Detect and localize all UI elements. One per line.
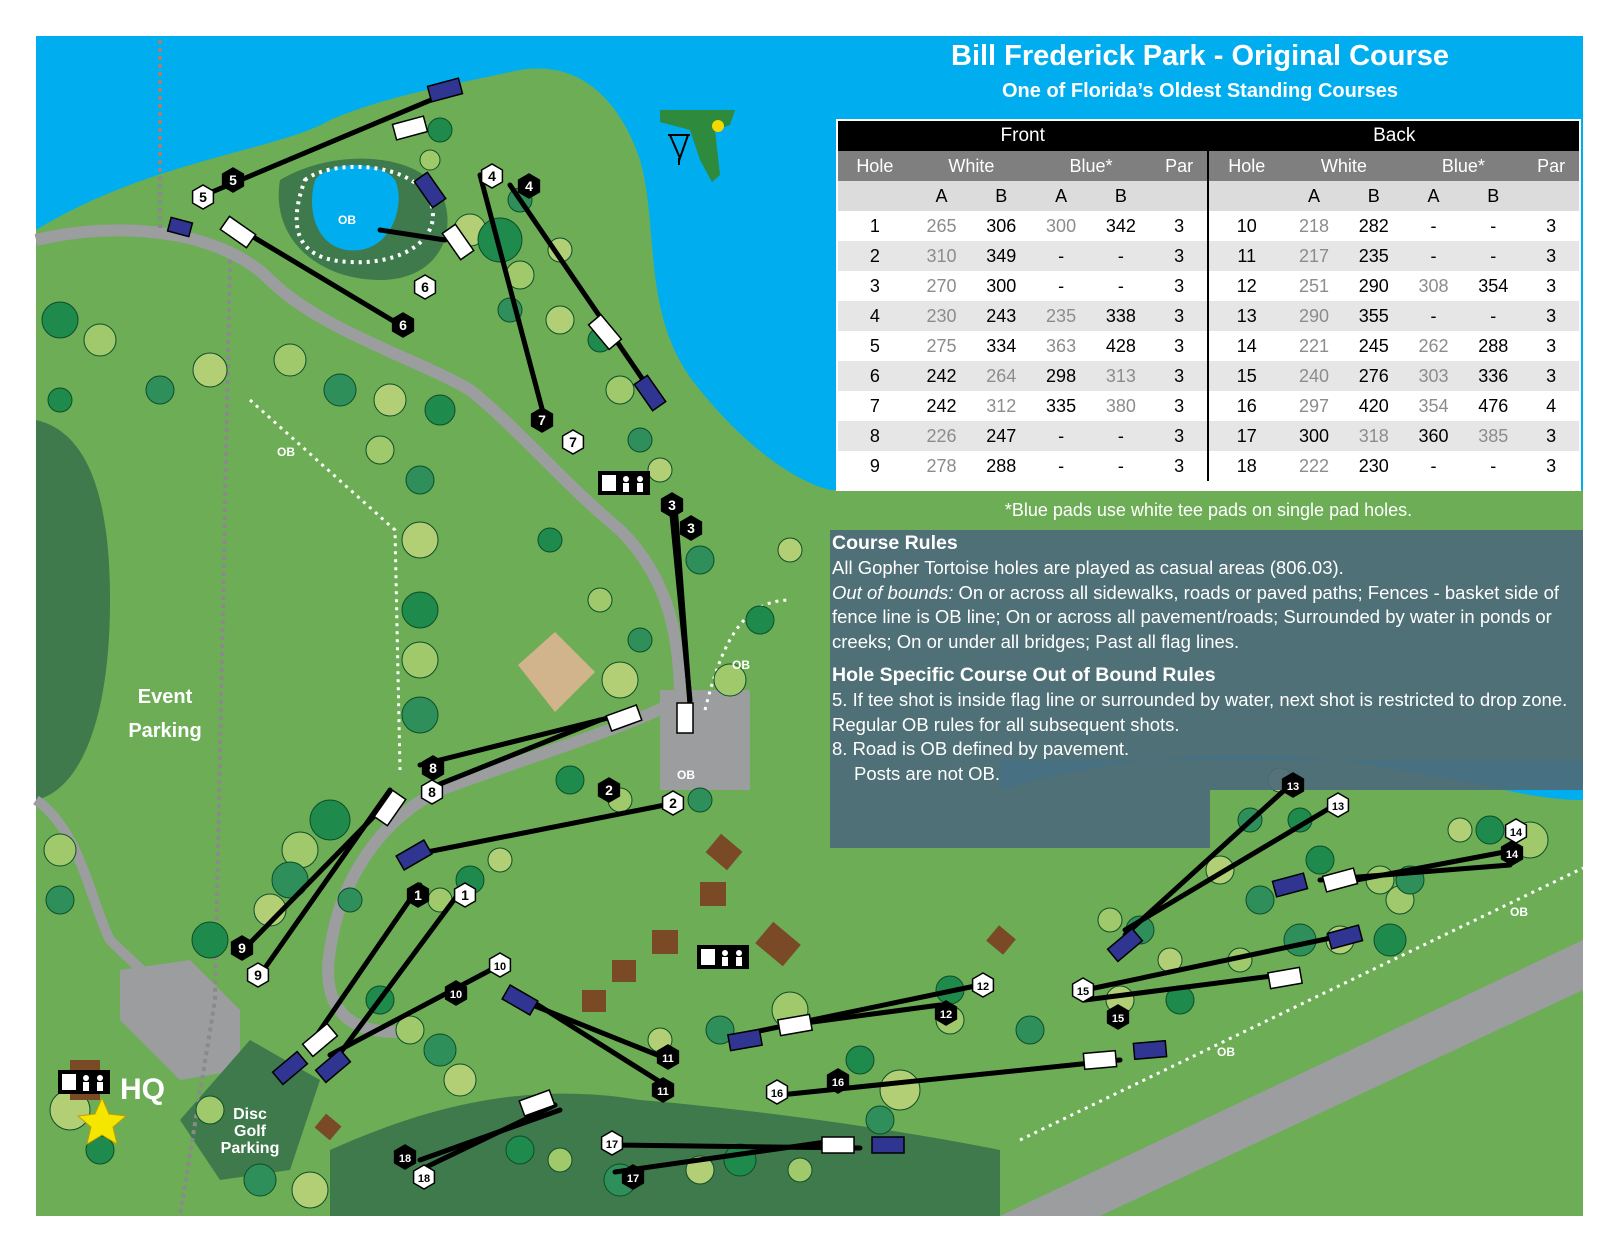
rules-heading: Course Rules	[832, 532, 958, 554]
ob-label: OB	[338, 213, 356, 227]
event-parking-label-2: Parking	[128, 720, 202, 742]
hole-number-cell: 13	[1208, 301, 1284, 331]
par-cell: 3	[1151, 421, 1209, 451]
hole-number: 4	[488, 168, 496, 184]
tree	[628, 628, 652, 652]
distance-cell: 354	[1463, 271, 1523, 301]
tree	[324, 374, 356, 406]
distance-cell: 428	[1091, 331, 1151, 361]
distance-cell: 380	[1091, 391, 1151, 421]
page-subtitle: One of Florida’s Oldest Standing Courses	[1002, 80, 1398, 102]
tree	[588, 588, 612, 612]
rule-hole-5: 5. If tee shot is inside flag line or surrounded by water, next shot is restricted to drop zone. Regular OB rules for all subsequent shots.	[832, 689, 1568, 735]
women-icon	[97, 1082, 103, 1091]
tree	[1306, 846, 1334, 874]
distance-cell: 318	[1344, 421, 1404, 451]
col-a: A	[1031, 181, 1091, 211]
distance-cell: 338	[1091, 301, 1151, 331]
hole-number-cell: 18	[1208, 451, 1284, 481]
men-icon	[722, 957, 728, 966]
col-b: B	[1344, 181, 1404, 211]
tree	[546, 306, 574, 334]
hole-number: 15	[1111, 1013, 1125, 1025]
tree	[428, 118, 452, 142]
hole-number-cell: 16	[1208, 391, 1284, 421]
women-icon	[97, 1075, 103, 1081]
col-white: White	[1284, 151, 1404, 181]
hole-number: 2	[669, 795, 677, 811]
distance-cell: 297	[1284, 391, 1344, 421]
hole-number: 17	[626, 1173, 640, 1185]
distance-cell: 290	[1344, 271, 1404, 301]
women-icon	[736, 957, 742, 966]
tree	[1366, 866, 1394, 894]
tree	[338, 888, 362, 912]
distance-cell: 300	[1031, 211, 1091, 241]
men-icon	[83, 1082, 89, 1091]
hole-number: 10	[449, 989, 463, 1001]
hole-number-cell: 6	[838, 361, 912, 391]
tree	[146, 376, 174, 404]
tree	[488, 848, 512, 872]
distance-cell: 310	[912, 241, 972, 271]
tree	[424, 1034, 456, 1066]
tree	[778, 538, 802, 562]
tee-pad	[822, 1137, 854, 1153]
tree	[648, 458, 672, 482]
hole-number: 15	[1076, 986, 1090, 998]
distance-cell: 385	[1463, 421, 1523, 451]
water-fountain-icon	[602, 475, 616, 491]
par-cell: 3	[1523, 241, 1579, 271]
distance-cell: 276	[1344, 361, 1404, 391]
par-cell: 3	[1523, 211, 1579, 241]
page-title: Bill Frederick Park - Original Course	[951, 40, 1449, 72]
distance-cell: 334	[971, 331, 1031, 361]
hole-number: 9	[254, 967, 262, 983]
col-white: White	[912, 151, 1032, 181]
hole-number: 17	[605, 1139, 619, 1151]
distance-cell: 312	[971, 391, 1031, 421]
rule-hole-8: 8. Road is OB defined by pavement.	[832, 738, 1130, 759]
distance-cell: 355	[1344, 301, 1404, 331]
tree	[788, 1158, 812, 1182]
hole-number: 2	[605, 782, 613, 798]
distance-cell: 222	[1284, 451, 1344, 481]
distance-cell: -	[1031, 271, 1091, 301]
tree	[686, 546, 714, 574]
hole-number: 5	[229, 172, 237, 188]
distance-cell: 420	[1344, 391, 1404, 421]
water-fountain-icon	[62, 1074, 76, 1090]
parking-lot	[660, 690, 750, 790]
hole-number-cell: 15	[1208, 361, 1284, 391]
hole-number: 1	[414, 887, 422, 903]
tee-pad	[1083, 1051, 1116, 1070]
disc-golf-parking-label-2: Golf	[234, 1123, 266, 1140]
tree	[193, 353, 227, 387]
par-cell: 3	[1151, 331, 1209, 361]
distance-cell: 226	[912, 421, 972, 451]
hole-number: 13	[1331, 801, 1345, 813]
distance-cell: 300	[1284, 421, 1344, 451]
scorecard-row	[838, 421, 1579, 451]
distance-cell: 335	[1031, 391, 1091, 421]
hole-number: 7	[569, 434, 577, 450]
col-blue: Blue*	[1031, 151, 1151, 181]
distance-cell: 342	[1091, 211, 1151, 241]
men-icon	[623, 476, 629, 482]
distance-cell: -	[1031, 451, 1091, 481]
hole-number: 12	[939, 1009, 953, 1021]
col-b: B	[1091, 181, 1151, 211]
distance-cell: 243	[971, 301, 1031, 331]
distance-cell: -	[1463, 241, 1523, 271]
specific-rules-heading: Hole Specific Course Out of Bound Rules	[832, 664, 1216, 686]
hole-number-cell: 17	[1208, 421, 1284, 451]
event-parking-label-1: Event	[137, 686, 193, 708]
hole-number-cell: 4	[838, 301, 912, 331]
distance-cell: -	[1031, 241, 1091, 271]
distance-cell: -	[1091, 421, 1151, 451]
hole-number: 7	[538, 412, 546, 428]
tree	[374, 384, 406, 416]
distance-cell: 349	[971, 241, 1031, 271]
hole-number: 8	[429, 760, 437, 776]
distance-cell: 360	[1404, 421, 1464, 451]
hole-number: 6	[421, 279, 429, 295]
hole-number: 18	[417, 1173, 431, 1185]
distance-cell: -	[1091, 271, 1151, 301]
tree	[548, 1148, 572, 1172]
distance-cell: 306	[971, 211, 1031, 241]
tree	[42, 302, 78, 338]
hole-number: 3	[668, 497, 676, 513]
distance-cell: 313	[1091, 361, 1151, 391]
distance-cell: -	[1404, 241, 1464, 271]
tree	[880, 1070, 920, 1110]
par-cell: 3	[1151, 361, 1209, 391]
tree	[310, 800, 350, 840]
tree	[866, 1106, 894, 1134]
hole-number: 11	[662, 1053, 674, 1065]
distance-cell: -	[1463, 211, 1523, 241]
tree	[48, 388, 72, 412]
col-par: Par	[1151, 151, 1209, 181]
course-rules	[832, 530, 1592, 848]
scorecard-row	[838, 451, 1579, 481]
women-icon	[637, 483, 643, 492]
par-cell: 3	[1523, 271, 1579, 301]
tee-pad	[1133, 1041, 1166, 1060]
hole-number-cell: 2	[838, 241, 912, 271]
distance-cell: 336	[1463, 361, 1523, 391]
distance-cell: -	[1031, 421, 1091, 451]
hole-number: 3	[687, 520, 695, 536]
hole-number-cell: 11	[1208, 241, 1284, 271]
women-icon	[736, 950, 742, 956]
distance-cell: 363	[1031, 331, 1091, 361]
col-b: B	[1463, 181, 1523, 211]
scorecard-row	[838, 271, 1579, 301]
distance-cell: 218	[1284, 211, 1344, 241]
tree	[274, 344, 306, 376]
tree	[1246, 886, 1274, 914]
tree	[402, 642, 438, 678]
tree	[1016, 1016, 1044, 1044]
distance-cell: 278	[912, 451, 972, 481]
tree	[406, 466, 434, 494]
par-cell: 3	[1151, 211, 1209, 241]
tree	[538, 528, 562, 552]
scorecard-row	[838, 301, 1579, 331]
hole-number-cell: 8	[838, 421, 912, 451]
distance-cell: -	[1463, 301, 1523, 331]
ob-label: OB	[677, 768, 695, 782]
tree	[192, 922, 228, 958]
distance-cell: -	[1091, 451, 1151, 481]
scorecard-row	[838, 361, 1579, 391]
hole-number: 14	[1505, 849, 1519, 861]
distance-cell: 288	[971, 451, 1031, 481]
hole-number-cell: 10	[1208, 211, 1284, 241]
men-icon	[722, 950, 728, 956]
distance-cell: 476	[1463, 391, 1523, 421]
hq-label: HQ	[120, 1073, 165, 1106]
distance-cell: 262	[1404, 331, 1464, 361]
hole-number: 12	[976, 981, 990, 993]
tree	[688, 788, 712, 812]
distance-cell: 265	[912, 211, 972, 241]
tree	[606, 376, 634, 404]
tree	[402, 592, 438, 628]
tee-pad	[677, 703, 693, 733]
oob-text: On or across all sidewalks, roads or paved paths; Fences - basket side of fence line is OB line; On or across all pavement/roads; Surrounded by water in ponds or creeks; On or under all bridges; Past all flag lines.	[832, 581, 1560, 652]
ob-label: OB	[277, 445, 295, 459]
distance-cell: 354	[1404, 391, 1464, 421]
tree	[244, 1164, 276, 1196]
par-cell: 3	[1523, 301, 1579, 331]
hole-number-cell: 12	[1208, 271, 1284, 301]
par-cell: 3	[1523, 361, 1579, 391]
distance-cell: -	[1463, 451, 1523, 481]
distance-cell: 221	[1284, 331, 1344, 361]
tree	[44, 834, 76, 866]
distance-cell: 235	[1031, 301, 1091, 331]
rules-oob	[832, 581, 1592, 655]
par-cell: 3	[1151, 241, 1209, 271]
col-b: B	[971, 181, 1031, 211]
distance-cell: 242	[912, 391, 972, 421]
hole-number-cell: 3	[838, 271, 912, 301]
women-icon	[637, 476, 643, 482]
tree	[1374, 924, 1406, 956]
distance-cell: 282	[1344, 211, 1404, 241]
hole-number: 5	[199, 189, 207, 205]
distance-cell: 230	[912, 301, 972, 331]
distance-cell: 300	[971, 271, 1031, 301]
col-a: A	[1404, 181, 1464, 211]
distance-cell: -	[1404, 211, 1464, 241]
scorecard-row	[838, 211, 1579, 241]
tree	[402, 522, 438, 558]
hole-number: 6	[399, 317, 407, 333]
hole-number-cell: 5	[838, 331, 912, 361]
distance-cell: -	[1091, 241, 1151, 271]
par-cell: 3	[1523, 331, 1579, 361]
par-cell: 3	[1151, 451, 1209, 481]
distance-cell: 235	[1344, 241, 1404, 271]
men-icon	[83, 1075, 89, 1081]
scorecard-table	[838, 121, 1579, 481]
distance-cell: 270	[912, 271, 972, 301]
col-blue: Blue*	[1404, 151, 1524, 181]
distance-cell: 251	[1284, 271, 1344, 301]
par-cell: 4	[1523, 391, 1579, 421]
tree	[46, 886, 74, 914]
hole-number: 8	[428, 784, 436, 800]
distance-cell: 288	[1463, 331, 1523, 361]
par-cell: 3	[1151, 391, 1209, 421]
distance-cell: 275	[912, 331, 972, 361]
col-par: Par	[1523, 151, 1579, 181]
tree	[425, 395, 455, 425]
scorecard-row	[838, 391, 1579, 421]
tree	[506, 1136, 534, 1164]
par-cell: 3	[1523, 421, 1579, 451]
hole-number-cell: 9	[838, 451, 912, 481]
hole-number: 13	[1286, 781, 1300, 793]
tree	[556, 766, 584, 794]
scorecard-footnote: *Blue pads use white tee pads on single pad holes.	[1004, 500, 1413, 520]
col-a: A	[912, 181, 972, 211]
distance-cell: 264	[971, 361, 1031, 391]
scorecard-row	[838, 331, 1579, 361]
tree	[366, 436, 394, 464]
hole-number: 16	[831, 1077, 845, 1089]
back-nine-header: Back	[1208, 121, 1579, 151]
rule-hole-8-posts: Posts are not OB.	[854, 762, 1001, 784]
hole-number: 16	[770, 1088, 784, 1100]
front-nine-header: Front	[838, 121, 1208, 151]
distance-cell: 308	[1404, 271, 1464, 301]
distance-cell: 240	[1284, 361, 1344, 391]
tree	[746, 606, 774, 634]
ob-label: OB	[1217, 1045, 1235, 1059]
tree	[602, 662, 638, 698]
distance-cell: -	[1404, 451, 1464, 481]
disc-golf-parking-label-3: Parking	[220, 1140, 280, 1157]
col-hole: Hole	[1208, 151, 1284, 181]
distance-cell: 242	[912, 361, 972, 391]
disc-golf-parking-label-1: Disc	[233, 1106, 267, 1123]
hole-number: 11	[657, 1086, 669, 1098]
distance-cell: 217	[1284, 241, 1344, 271]
tree	[444, 1064, 476, 1096]
tree	[402, 697, 438, 733]
ob-label: OB	[1510, 905, 1528, 919]
men-icon	[623, 483, 629, 492]
tree	[420, 150, 440, 170]
distance-cell: 247	[971, 421, 1031, 451]
tee-pad	[872, 1137, 904, 1153]
tree	[846, 1046, 874, 1074]
tree	[84, 324, 116, 356]
hole-number: 4	[525, 178, 533, 194]
par-cell: 3	[1151, 301, 1209, 331]
hole-number: 9	[238, 940, 246, 956]
tree	[1098, 908, 1122, 932]
par-cell: 3	[1151, 271, 1209, 301]
tree	[628, 428, 652, 452]
water-fountain-icon	[701, 949, 715, 965]
hole-number-cell: 1	[838, 211, 912, 241]
distance-cell: 230	[1344, 451, 1404, 481]
hole-number-cell: 7	[838, 391, 912, 421]
rules-line: All Gopher Tortoise holes are played as casual areas (806.03).	[832, 557, 1344, 578]
hole-number: 10	[493, 961, 507, 973]
ob-label: OB	[732, 658, 750, 672]
par-cell: 3	[1523, 451, 1579, 481]
oob-label: Out of bounds:	[832, 581, 954, 603]
col-hole: Hole	[838, 151, 912, 181]
hole-number: 18	[398, 1153, 412, 1165]
tree	[292, 1172, 328, 1208]
distance-cell: -	[1404, 301, 1464, 331]
col-a: A	[1284, 181, 1344, 211]
distance-cell: 245	[1344, 331, 1404, 361]
distance-cell: 290	[1284, 301, 1344, 331]
scorecard-row	[838, 241, 1579, 271]
hole-number-cell: 14	[1208, 331, 1284, 361]
distance-cell: 298	[1031, 361, 1091, 391]
distance-cell: 303	[1404, 361, 1464, 391]
hole-number: 1	[461, 887, 469, 903]
hole-number: 14	[1509, 827, 1523, 839]
